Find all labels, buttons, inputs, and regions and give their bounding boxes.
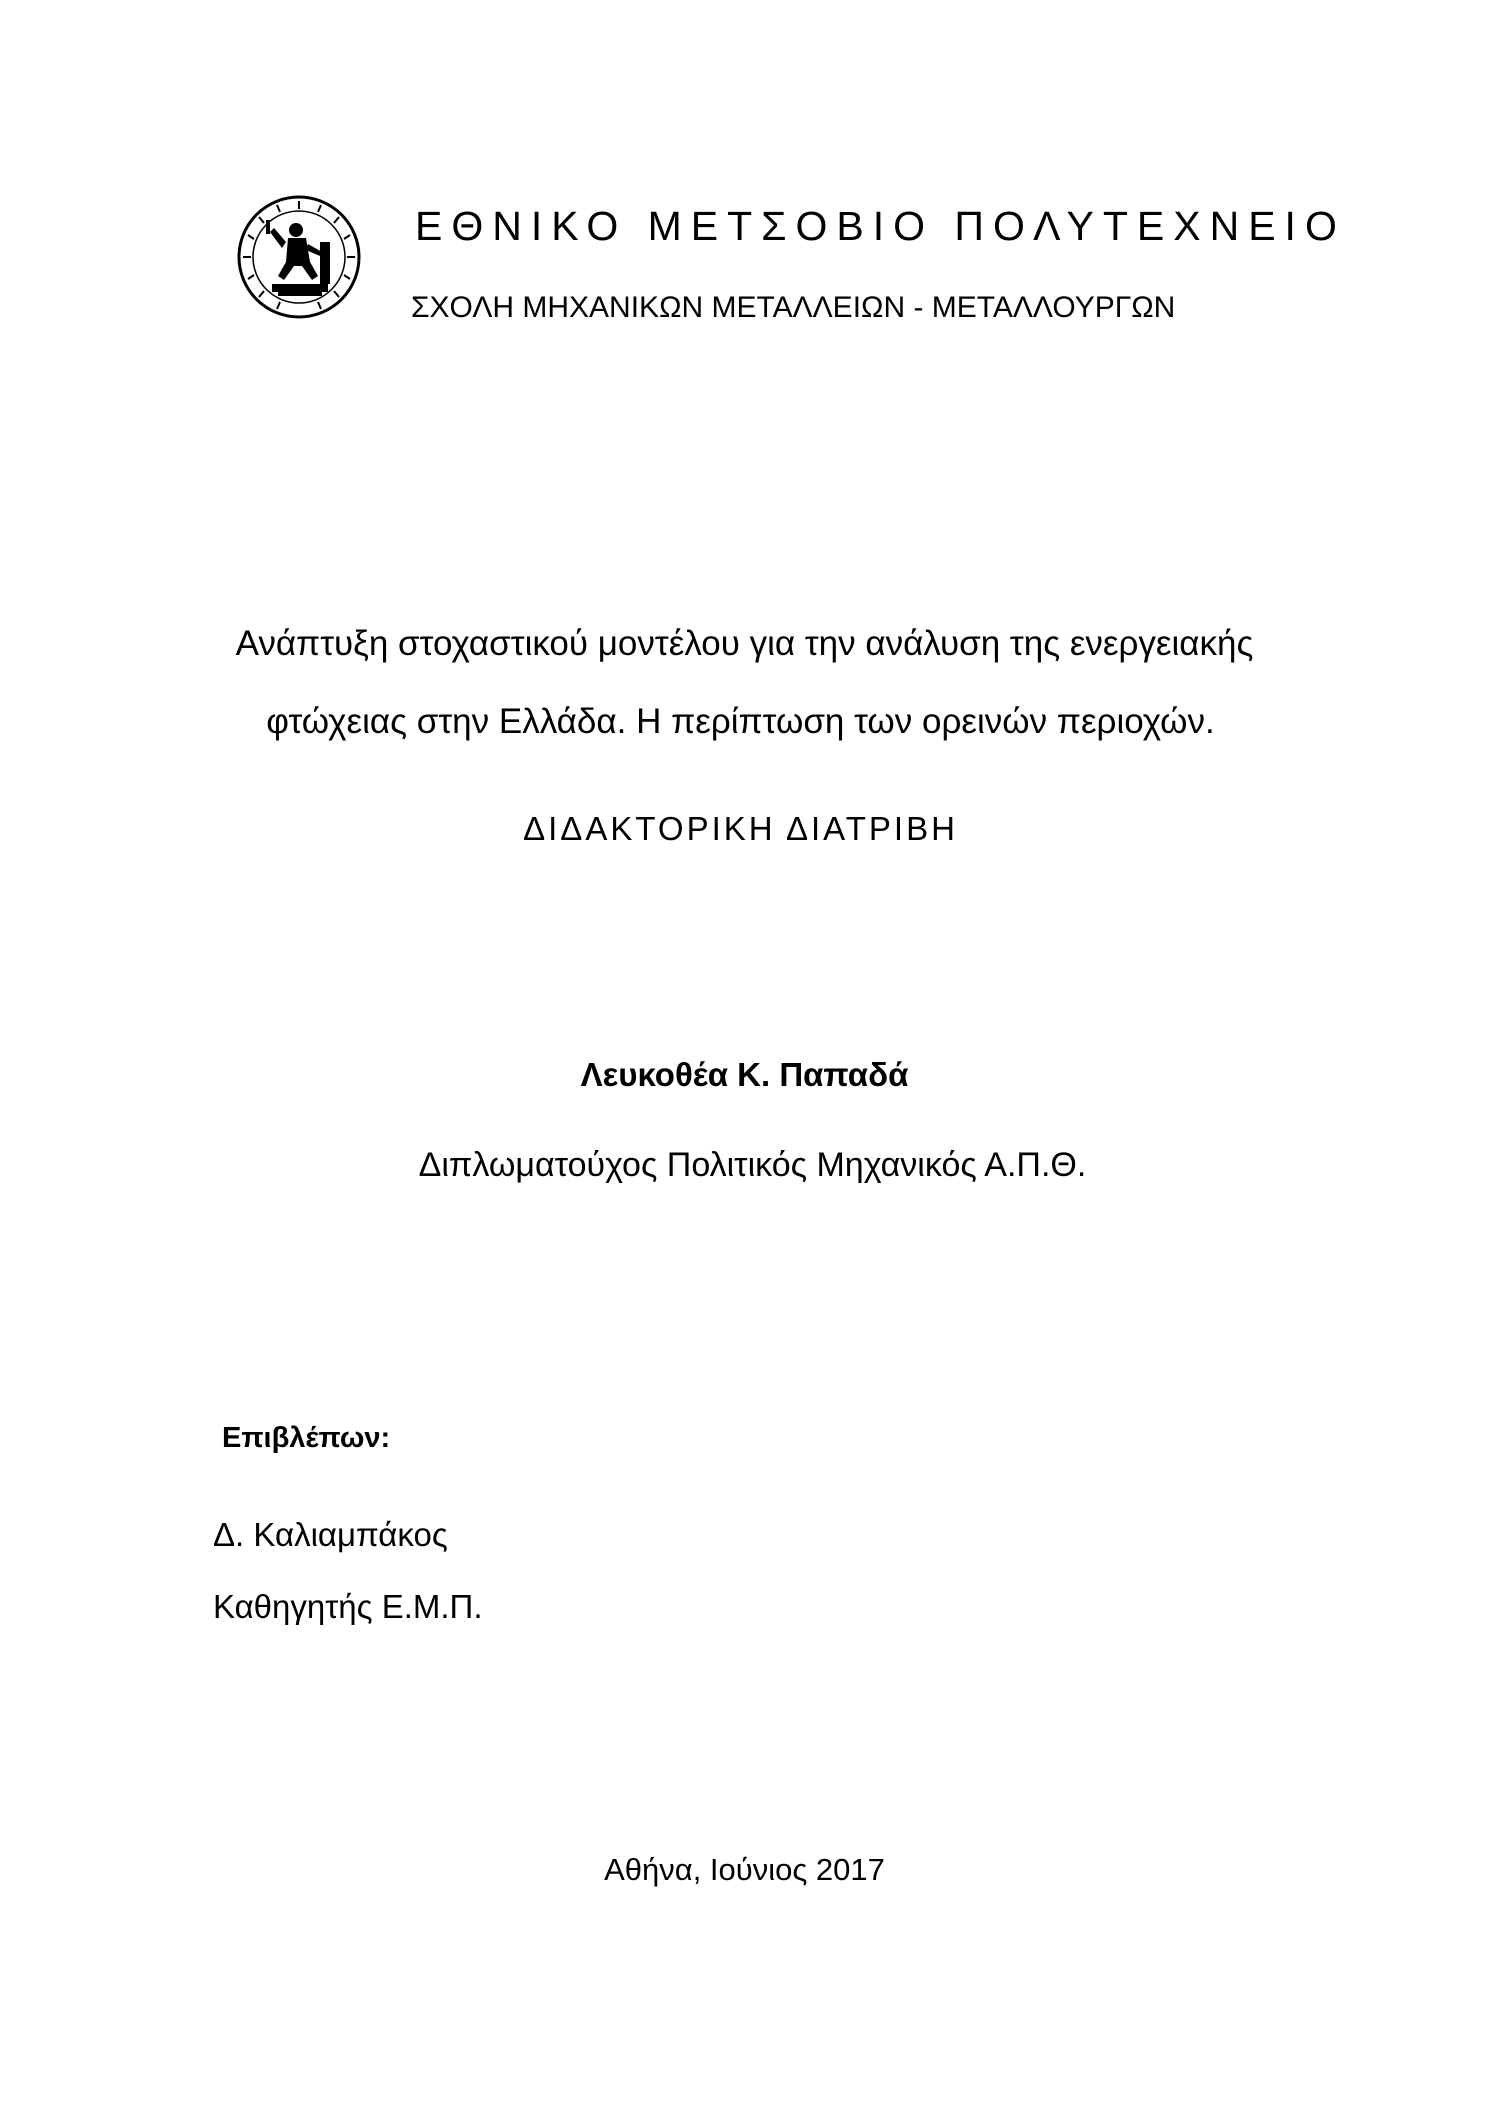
author-degree: Διπλωματούχος Πολιτικός Μηχανικός Α.Π.Θ. <box>418 1146 1087 1184</box>
supervisor-title: Καθηγητής Ε.Μ.Π. <box>213 1588 483 1625</box>
thesis-type: ΔΙΔΑΚΤΟΡΙΚΗ ΔΙΑΤΡΙΒΗ <box>523 810 958 847</box>
place-and-date: Αθήνα, Ιούνιος 2017 <box>604 1852 885 1887</box>
thesis-title-line-1: Ανάπτυξη στοχαστικού μοντέλου για την ανάλυση της ενεργειακής <box>235 624 1254 663</box>
supervisor-label: Επιβλέπων: <box>222 1422 391 1454</box>
author-name: Λευκοθέα Κ. Παπαδά <box>580 1056 909 1093</box>
institution-name: ΕΘΝΙΚΟ ΜΕΤΣΟΒΙΟ ΠΟΛΥΤΕΧΝΕΙΟ <box>415 203 1346 249</box>
university-seal-icon <box>236 192 362 322</box>
school-name: ΣΧΟΛΗ ΜΗΧΑΝΙΚΩΝ ΜΕΤΑΛΛΕΙΩΝ - ΜΕΤΑΛΛΟΥΡΓΩΝ <box>411 291 1176 324</box>
thesis-title-line-2: φτώχειας στην Ελλάδα. Η περίπτωση των ορεινών περιοχών. <box>266 702 1215 741</box>
supervisor-name: Δ. Καλιαμπάκος <box>213 1516 448 1553</box>
